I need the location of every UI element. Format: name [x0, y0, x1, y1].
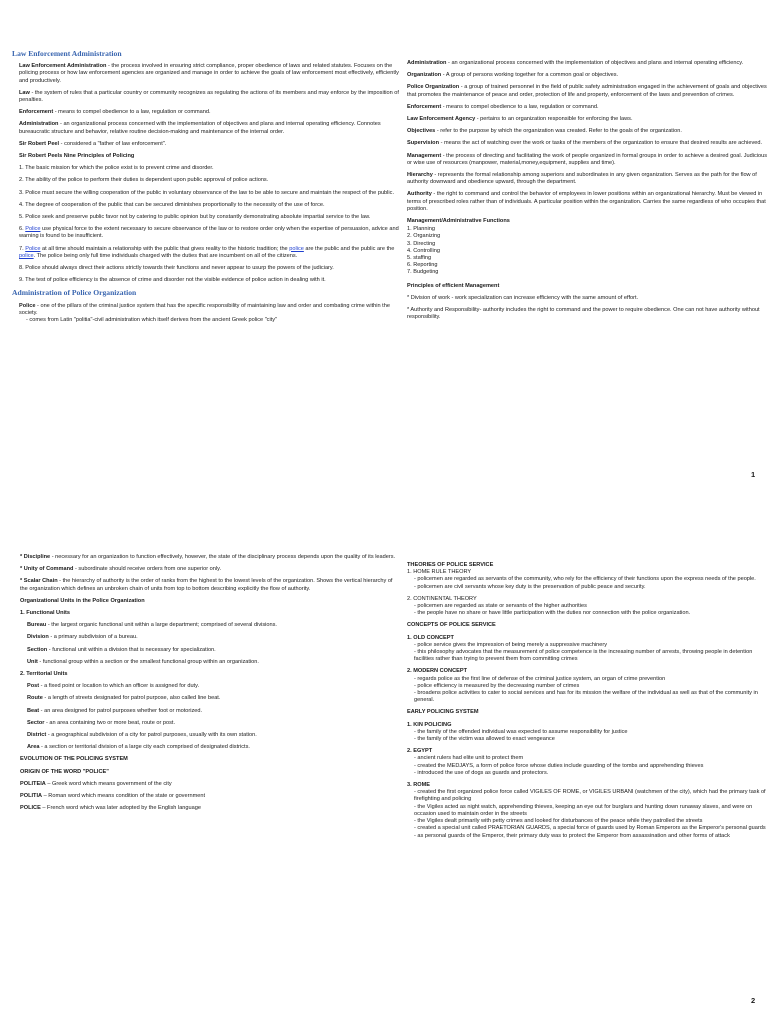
- page2-right-column: [407, 562, 768, 840]
- list-item: - created the MEDJAYS, a form of police force whose duties include guarding of the tombs and apprehending thieves: [414, 762, 704, 769]
- definition: Hierarchy - represents the formal relationship among superiors and subordinates in any given organization. Serves as the path for the flow of authority downward and obedience upward, through the department.: [407, 172, 757, 186]
- intro-definitions: [12, 63, 407, 284]
- list-item: - regards police as the first line of defense of the criminal justice system, an organ of crime prevention: [414, 675, 666, 682]
- page-number: 2: [751, 996, 756, 1005]
- list-item: 4. Controlling: [407, 247, 440, 254]
- police-link[interactable]: Police: [25, 245, 41, 252]
- police-link[interactable]: police: [289, 245, 304, 252]
- definition: POLITIA – Roman word which means condition of the state or government: [20, 793, 206, 800]
- definition: Law - the system of rules that a particular country or community recognizes as regulating the actions of its members and may enforce by the imposition of penalties.: [19, 89, 399, 104]
- list-item: 5. Police seek and preserve public favor not by catering to public opinion but by constantly demonstrating absolute impartial service to the law.: [19, 214, 371, 221]
- definition: Organization - A group of persons working together for a common goal or objectives.: [407, 72, 619, 79]
- section-heading: EVOLUTION OF THE POLICING SYSTEM: [20, 756, 128, 763]
- section-heading: EARLY POLICING SYSTEM: [407, 709, 479, 716]
- list-item: 4. The degree of cooperation of the public that can be secured diminishes proportionally to the necessity of the use of force.: [19, 201, 325, 208]
- definition: Bureau - the largest organic functional unit within a large department; comprised of several divisions.: [27, 622, 277, 629]
- list-item: - policemen are regarded as state or servants of the higher authorities: [414, 603, 587, 610]
- definition: Division - a primary subdivision of a bureau.: [27, 634, 138, 641]
- list-item: 2. CONTINENTAL THEORY: [407, 595, 477, 602]
- list-item: 3. Directing: [407, 240, 436, 247]
- list-item: - created a special unit called PRAETORIAN GUARDS, a special force of guards used by Roman Emperors as the Emperor's personal guards: [414, 825, 766, 832]
- functions-list: [407, 226, 768, 276]
- subsection-heading: 2. Territorial Units: [20, 671, 68, 678]
- page1-right-column: [407, 60, 768, 326]
- list-item: 5. staffing: [407, 255, 432, 262]
- subsection-heading: 2. EGYPT: [407, 748, 433, 755]
- list-item: - introduced the use of dogs as guards and protectors.: [414, 769, 549, 776]
- page-number: 1: [751, 470, 756, 479]
- list-item: 9. The test of police efficiency is the absence of crime and disorder not the visible evidence of police action in dealing with it.: [19, 277, 326, 284]
- definition: Enforcement - means to compel obedience to a law, regulation or command.: [407, 103, 599, 110]
- definition: Police Organization - a group of trained personnel in the field of public safety administration engaged in the achievement of goals and objectives that promotes the maintenance of peace and order, protection of life and property, enforcement of the laws and prevention of crimes.: [407, 84, 767, 98]
- page1-left-column: [12, 50, 407, 329]
- police-link[interactable]: Police: [25, 226, 41, 233]
- definition: Supervision - means the act of watching over the work or tasks of the members of the organization to ensure that desired results are achieved.: [407, 140, 763, 147]
- definition: Administration - an organizational process concerned with the implementation of objectives and plans and internal operating efficiency.: [407, 60, 744, 66]
- definition: POLITEIA – Greek word which means government of the city: [20, 780, 172, 787]
- list-item: - broadens police activities to cater to social services and has for its mission the welfare of the individual as well as that of the community in general.: [414, 690, 758, 704]
- section-heading: Principles of efficient Management: [407, 282, 500, 289]
- definition-note: - comes from Latin "politia"-civil administration which itself derives from the ancient Greek police "city": [26, 317, 278, 324]
- definition: Post - a fixed point or location to which an officer is assigned for duty.: [27, 683, 200, 690]
- subsection-heading: 1. KIN POLICING: [407, 721, 452, 728]
- definition: Section - functional unit within a division that is necessary for specialization.: [27, 646, 216, 653]
- police-link[interactable]: police: [19, 252, 34, 259]
- section-heading: Management/Administrative Functions: [407, 218, 510, 225]
- definition: POLICE – French word which was later adopted by the English language: [20, 805, 201, 812]
- definition: Administration - an organizational process concerned with the implementation of objectives and plans and internal operating efficiency. Connotes bureaucratic structure and behavior, relative routine decision-making and maintenance of the internal order.: [19, 121, 381, 135]
- definition: District - a geographical subdivision of a city for patrol purposes, usually with its own station.: [27, 732, 257, 739]
- list-item: - created the first organized police force called VIGILES OF ROME, or VIGILES URBANI (watchmen of the city), which had the primary task of firefighting and policing: [414, 789, 766, 803]
- definition: Area - a section or territorial division of a large city each comprised of designated districts.: [27, 744, 250, 751]
- subsection-heading: 3. ROME: [407, 782, 431, 789]
- subsection-heading: 1. Functional Units: [20, 610, 71, 617]
- definition: Objectives - refer to the purpose by which the organization was created. Refer to the goals of the organization.: [407, 128, 682, 135]
- definition: * Scalar Chain - the hierarchy of authority is the order of ranks from the highest to the lowest levels of the organization. Shows the vertical hierarchy of the organization which defines an unbroken chain of units from top to bottom describing explicitly the flow of authority.: [20, 578, 393, 592]
- list-item: - the family of the victim was allowed to exact vengeance: [414, 736, 555, 743]
- list-item: 7. Budgeting: [407, 269, 439, 276]
- list-item: 6. Police use physical force to the extent necessary to secure observance of the law or to restore order only when the expertise of persuasion, advice and warning is found to be insufficient.: [19, 226, 399, 240]
- list-item: - policemen are regarded as servants of the community, who rely for the efficiency of their functions upon the express needs of the people.: [414, 576, 756, 583]
- definition: Unit - functional group within a section or the smallest functional group within an organization.: [27, 658, 259, 665]
- list-item: 8. Police should always direct their actions strictly towards their functions and never appear to usurp the powers of the judiciary.: [19, 265, 334, 272]
- definition: Law Enforcement Administration - the process involved in ensuring strict compliance, proper obedience of laws and related statutes. Focuses on the policing process or how law enforcement agencies are organized and manage in order to achieve the goals of law enforcement most effectively, efficiently and productively.: [19, 63, 399, 84]
- section-heading: CONCEPTS OF POLICE SERVICE: [407, 622, 496, 629]
- definition: Sector - an area containing two or more beat, route or post.: [27, 719, 176, 726]
- page-2: [0, 512, 768, 1024]
- list-item: * Division of work - work specialization can increase efficiency with the same amount of effort.: [407, 294, 639, 301]
- subsection-heading: 2. MODERN CONCEPT: [407, 668, 467, 675]
- list-item: - this philosophy advocates that the measurement of police competence is the increasing number of arrests, throwing people in detention facilities rather than trying to prevent them from committing crimes: [414, 649, 753, 663]
- list-item: 2. Organizing: [407, 233, 441, 240]
- definition: Management - the process of directing and facilitating the work of people organized in formal groups in order to achieve a desired goal. Judicious or wise use of resources (manpower, material,money,equipment, supplies and time).: [407, 152, 768, 166]
- list-item: 7. Police at all time should maintain a relationship with the public that gives reality to the historic tradition; the police are the public and the public are the police. The police being only full time individuals charged with the duties that are incumbent on all of the citizens.: [19, 245, 395, 259]
- definition: * Discipline - necessary for an organization to function effectively, however, the state of the disciplinary process depends upon the quality of its leaders.: [20, 554, 396, 560]
- list-item: * Authority and Responsibility- authority includes the right to command and the power to require obedience. One can not have authority without responsibility.: [407, 307, 760, 321]
- definition: Authority - the right to command and control the behavior of employees in lower positions within an organizational hierarchy. Must be viewed in terms of prescribed roles rather than of individuals. A particular position within the organization. Carries the same regardless of who occupies that position.: [407, 191, 766, 212]
- list-item: 1. The basic mission for which the police exist is to prevent crime and disorder.: [19, 165, 214, 172]
- definition: Beat - an area designed for patrol purposes whether foot or motorized.: [27, 707, 203, 714]
- list-item: 1. HOME RULE THEORY: [407, 569, 472, 576]
- definition: Law Enforcement Agency - pertains to an organization responsible for enforcing the laws.: [407, 116, 633, 123]
- section-heading: THEORIES OF POLICE SERVICE: [407, 562, 494, 568]
- list-item: - policemen are civil servants whose key duty is the preservation of public peace and security.: [414, 583, 646, 590]
- list-item: 3. Police must secure the willing cooperation of the public in voluntary observance of the law to be able to secure and maintain the respect of the public.: [19, 189, 394, 196]
- list-item: - the people have no share or have little participation with the duties nor connection with the police organization.: [414, 610, 691, 617]
- list-item: 2. The ability of the police to perform their duties is dependent upon public approval of police actions.: [19, 177, 269, 184]
- list-item: 6. Reporting: [407, 262, 438, 269]
- list-item: 1. Planning: [407, 226, 435, 233]
- section-heading: Sir Robert Peels Nine Principles of Policing: [19, 153, 135, 160]
- definition: Sir Robert Peel - considered a "father of law enforcement".: [19, 140, 167, 147]
- list-item: - the family of the offended individual was expected to assume responsibility for justice: [414, 728, 628, 735]
- definition: * Unity of Command - subordinate should receive orders from one superior only.: [20, 566, 222, 573]
- list-item: - the Vigiles acted as night watch, apprehending thieves, keeping an eye out for burglars and hunting down runaway slaves, and were on occasion used to maintain order in the streets: [414, 803, 753, 817]
- list-item: - police service gives the impression of being merely a suppressive machinery: [414, 641, 608, 648]
- subsection-heading: 1. OLD CONCEPT: [407, 634, 454, 641]
- list-item: - as personal guards of the Emperor, their primary duty was to protect the Emperor from assassination and other forms of attack: [414, 832, 730, 839]
- definition: Enforcement - means to compel obedience to a law, regulation or command.: [19, 109, 211, 116]
- page2-left-column: [20, 554, 400, 817]
- section-heading: Organizational Units in the Police Organization: [20, 597, 145, 604]
- definition: Police - one of the pillars of the criminal justice system that has the specific responsibility of maintaining law and order and combating crime within the society.: [19, 302, 390, 316]
- list-item: - the Vigiles dealt primarily with petty crimes and looked for disturbances of the peace while they patrolled the streets: [414, 818, 703, 825]
- section-heading: ORIGIN OF THE WORD "POLICE": [20, 768, 109, 775]
- definition: Route - a length of streets designated for patrol purpose, also called line beat.: [27, 695, 221, 702]
- list-item: - police efficiency is measured by the decreasing number of crimes: [414, 682, 580, 689]
- list-item: - ancient rulers had elite unit to protect them: [414, 755, 524, 762]
- section-title: Administration of Police Organization: [12, 288, 137, 298]
- document-title: Law Enforcement Administration: [12, 49, 122, 58]
